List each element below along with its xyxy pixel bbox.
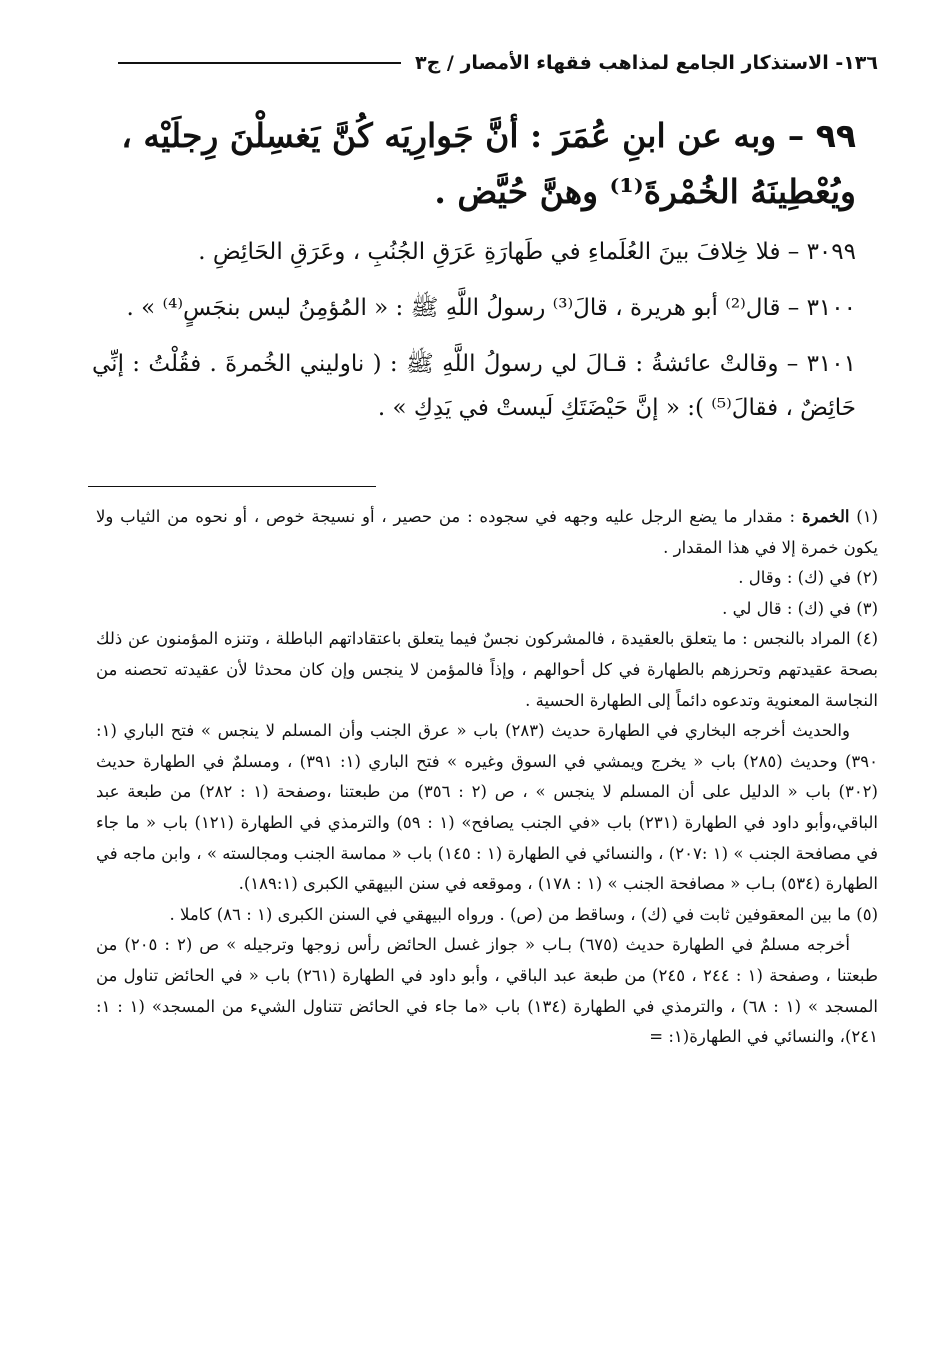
footnotes <box>96 502 878 1053</box>
footnote-1 <box>96 502 878 563</box>
page-header <box>118 52 878 74</box>
header-rule <box>118 62 401 64</box>
footnote-number: (٢) <box>856 568 878 588</box>
footnote-3 <box>96 594 878 625</box>
hadith-number: ٩٩ <box>815 116 856 155</box>
footnote-5 <box>96 900 878 931</box>
running-title: ١٣٦- الاستذكار الجامع لمذاهب فقهاء الأمصار / ج٣ <box>414 52 878 74</box>
footnote-4-citation: والحديث أخرجه البخاري في الطهارة حديث (٢٨٣) باب « عرق الجنب وأن المسلم لا ينجس » فتح الباري (١: ٣٩٠) وحديث (٢٨٥) باب « يخرج ويمشي في السوق وغيره » فتح الباري (١: ٣٩١) ، ومسلمٌ في الطهارة حديث (٣٠٢) باب « الدليل على أن المسلم لا ينجس » ، ص (٢ : ٣٥٦) من طبعتنا ،وصفحة (١ : ٢٨٢) من طبعة عبد الباقي،وأبو داود في الطهارة (٢٣١) باب «في الجنب يصافح» (١ : ٥٩) والترمذي في الطهارة (١٢١) باب « ما جاء في مصافحة الجنب » (١ :٢٠٧) ، والنسائي في الطهارة (١ : ١٤٥) باب « مماسة الجنب ومجالسته » ، وابن ماجه في الطهارة (٥٣٤) بـاب « مصافحة الجنب » (١ : ١٧٨) ، وموقعه في سنن البيهقي الكبرى (١٨٩:١). <box>96 721 879 894</box>
hadith-99 <box>92 108 856 220</box>
footnote-2 <box>96 563 878 594</box>
footnote-4 <box>96 624 878 716</box>
footnote-term: الخمرة <box>801 507 850 526</box>
footnote-number: (٥) <box>856 904 878 924</box>
footnote-text: في (ك) : قال لي . <box>722 598 857 618</box>
footnote-number: (٤) <box>856 629 878 649</box>
footnote-text: ما بين المعقوفين ثابت في (ك) ، وساقط من (ص) . ورواه البيهقي في السنن الكبرى (١ : ٨٦) كاملا . <box>169 904 857 924</box>
footnote-5-citation: أخرجه مسلمٌ في الطهارة حديث (٦٧٥) بـاب « جواز غسل الحائض رأس زوجها وترجيله » ص (٢ : ٢٠٥) من طبعتنا ، وصفحة (١ : ٢٤٤ ، ٢٤٥) من طبعة عبد الباقي ، وأبو داود في الطهارة (٢٦١) باب « في الحائض تناول من المسجد » (١ : ٦٨) ، والترمذي في الطهارة (١٣٤) باب «ما جاء في الحائض تتناول الشيء من المسجد» (١ : ١: ٢٤١)، والنسائي في الطهارة(١: = <box>96 935 878 1047</box>
paragraph-3101: ٣١٠١ – وقالتْ عائشةُ : قـالَ لي رسولُ اللَّهِ ﷺ : ( ناوليني الخُمرةَ . فقُلْتُ : إنِّي حَائِضٌ ، فقالَ⁽⁵⁾ ): « إنَّ حَيْضَتَكِ لَيستْ في يَدِكِ » . <box>92 351 856 421</box>
footnote-divider <box>88 486 376 487</box>
footnote-number: (٣) <box>856 598 878 618</box>
main-text <box>92 108 856 442</box>
footnote-number: (١) <box>856 507 878 526</box>
hadith-text: – وبه عن ابنِ عُمَرَ : أنَّ جَوارِيَه كُنَّ يَغسِلْنَ رِجلَيْه ، ويُعْطِينَهُ الخُمْرةَ⁽¹⁾ وهنَّ حُيَّض . <box>121 116 856 211</box>
paragraph-3100: ٣١٠٠ – قال⁽²⁾ أبو هريرة ، قالَ⁽³⁾ رسولُ اللَّهِ ﷺ : « المُؤمِنُ ليس بنجَسٍ⁽⁴⁾ » . <box>126 295 856 321</box>
footnote-text: في (ك) : وقال . <box>738 568 857 588</box>
footnote-text: : مقدار ما يضع الرجل عليه وجهه في سجوده : من حصير ، أو نسيجة خوص ، أو نحوه من الثياب ولا يكون خمرة إلا في هذا المقدار . <box>96 507 878 557</box>
paragraph-3099: ٣٠٩٩ – فلا خِلافَ بينَ العُلَماءِ في طَهارَةِ عَرَقِ الجُنُبِ ، وعَرَقِ الحَائِضِ . <box>198 239 856 265</box>
footnote-text: المراد بالنجس : ما يتعلق بالعقيدة ، فالمشركون نجسٌ فيما يتعلق باعتقاداتهم الباطلة ، وتنزه المؤمنون عن ذلك بصحة عقيدتهم وتحرزهم بالطهارة في كل أحوالهم ، وإذاً فالمؤمن لا ينجس وإن كان محدثا لأن عقيدته تحصنه من النجاسة المعنوية وتدعوه دائماً إلى الطهارة الحسية . <box>96 629 878 710</box>
